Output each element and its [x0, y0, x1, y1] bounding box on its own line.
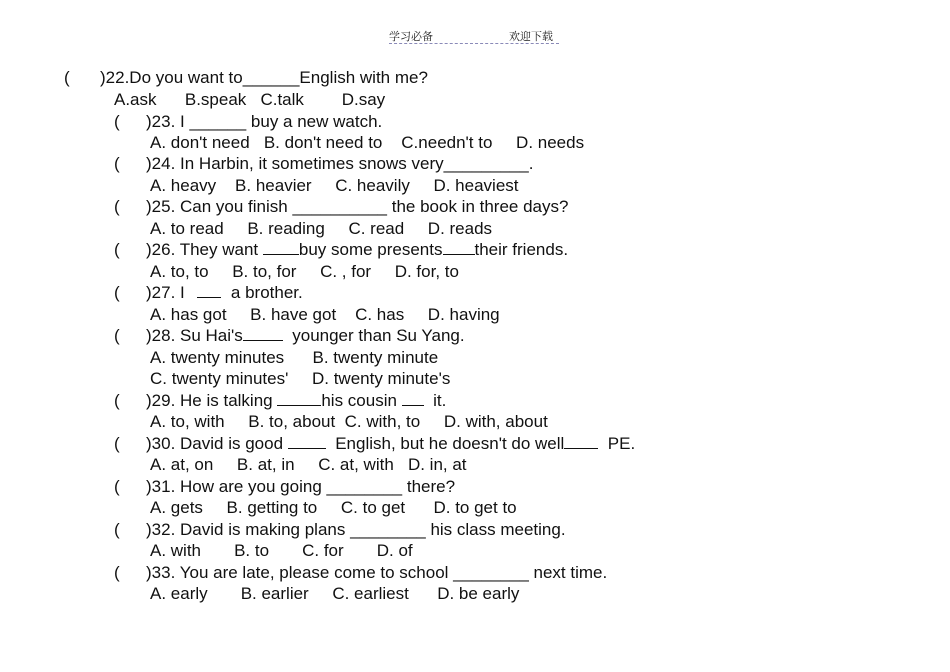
answer-paren-29: (	[114, 391, 120, 410]
answer-blank	[564, 434, 598, 449]
answer-paren-31: (	[114, 477, 120, 496]
options-28-line-1: A. twenty minutes B. twenty minute	[150, 348, 439, 367]
question-30	[146, 434, 635, 454]
options-25: A. to read B. reading C. read D. reads	[150, 219, 493, 238]
answer-blank	[288, 434, 326, 449]
question-29-part-b: his cousin	[321, 391, 402, 410]
answer-paren-30: (	[114, 434, 120, 453]
answer-paren-25: (	[114, 197, 120, 216]
answer-paren-23: (	[114, 112, 120, 131]
answer-blank	[263, 240, 299, 255]
options-27: A. has got B. have got C. has D. having	[150, 305, 500, 324]
question-24: )24. In Harbin, it sometimes snows very_________.	[146, 154, 534, 173]
header-divider	[389, 43, 559, 44]
options-26: A. to, to B. to, for C. , for D. for, to	[150, 262, 459, 281]
question-22: )22.Do you want to______English with me?	[100, 68, 428, 87]
question-30-part-b: English, but he doesn't do well	[325, 434, 565, 453]
answer-paren-32: (	[114, 520, 120, 539]
options-24: A. heavy B. heavier C. heavily D. heaviest	[150, 176, 519, 195]
question-29-part-c: it.	[423, 391, 447, 410]
question-26	[146, 240, 568, 260]
question-28-part-a: )28. Su Hai's	[146, 326, 243, 345]
question-28	[146, 326, 465, 346]
question-23: )23. I ______ buy a new watch.	[146, 112, 383, 131]
question-26-part-b: buy some presents	[298, 240, 443, 259]
answer-paren-26: (	[114, 240, 120, 259]
options-28-line-2: C. twenty minutes' D. twenty minute's	[150, 369, 451, 388]
question-26-part-c: their friends.	[474, 240, 569, 259]
answer-paren-28: (	[114, 326, 120, 345]
question-31: )31. How are you going ________ there?	[146, 477, 456, 496]
question-28-part-b: younger than Su Yang.	[282, 326, 465, 345]
question-29-part-a: )29. He is talking	[146, 391, 278, 410]
options-31: A. gets B. getting to C. to get D. to get to	[150, 498, 517, 517]
question-27-part-b: a brother.	[221, 283, 303, 302]
question-32: )32. David is making plans ________ his class meeting.	[146, 520, 566, 539]
options-33: A. early B. earlier C. earliest D. be early	[150, 584, 520, 603]
header-left-text: 学习必备	[389, 30, 433, 43]
question-30-part-a: )30. David is good	[146, 434, 288, 453]
question-26-part-a: )26. They want	[146, 240, 263, 259]
question-25: )25. Can you finish __________ the book in three days?	[146, 197, 569, 216]
options-22: A.ask B.speak C.talk D.say	[114, 90, 386, 109]
answer-blank	[277, 391, 321, 406]
options-32: A. with B. to C. for D. of	[150, 541, 413, 560]
page-header	[0, 28, 950, 46]
answer-paren-33: (	[114, 563, 120, 582]
answer-blank	[243, 326, 283, 341]
answer-blank	[443, 240, 475, 255]
options-23: A. don't need B. don't need to C.needn't to D. needs	[150, 133, 585, 152]
question-27	[146, 283, 303, 303]
answer-paren-24: (	[114, 154, 120, 173]
question-29	[146, 391, 446, 411]
options-30: A. at, on B. at, in C. at, with D. in, at	[150, 455, 467, 474]
question-33: )33. You are late, please come to school ________ next time.	[146, 563, 608, 582]
question-27-part-a: )27. I	[146, 283, 190, 302]
answer-blank	[402, 391, 424, 406]
options-29: A. to, with B. to, about C. with, to D. with, about	[150, 412, 548, 431]
answer-paren-22: (	[64, 68, 70, 87]
header-right-text: 欢迎下载	[509, 30, 553, 43]
answer-paren-27: (	[114, 283, 120, 302]
answer-blank	[197, 283, 221, 298]
question-30-part-c: PE.	[598, 434, 636, 453]
